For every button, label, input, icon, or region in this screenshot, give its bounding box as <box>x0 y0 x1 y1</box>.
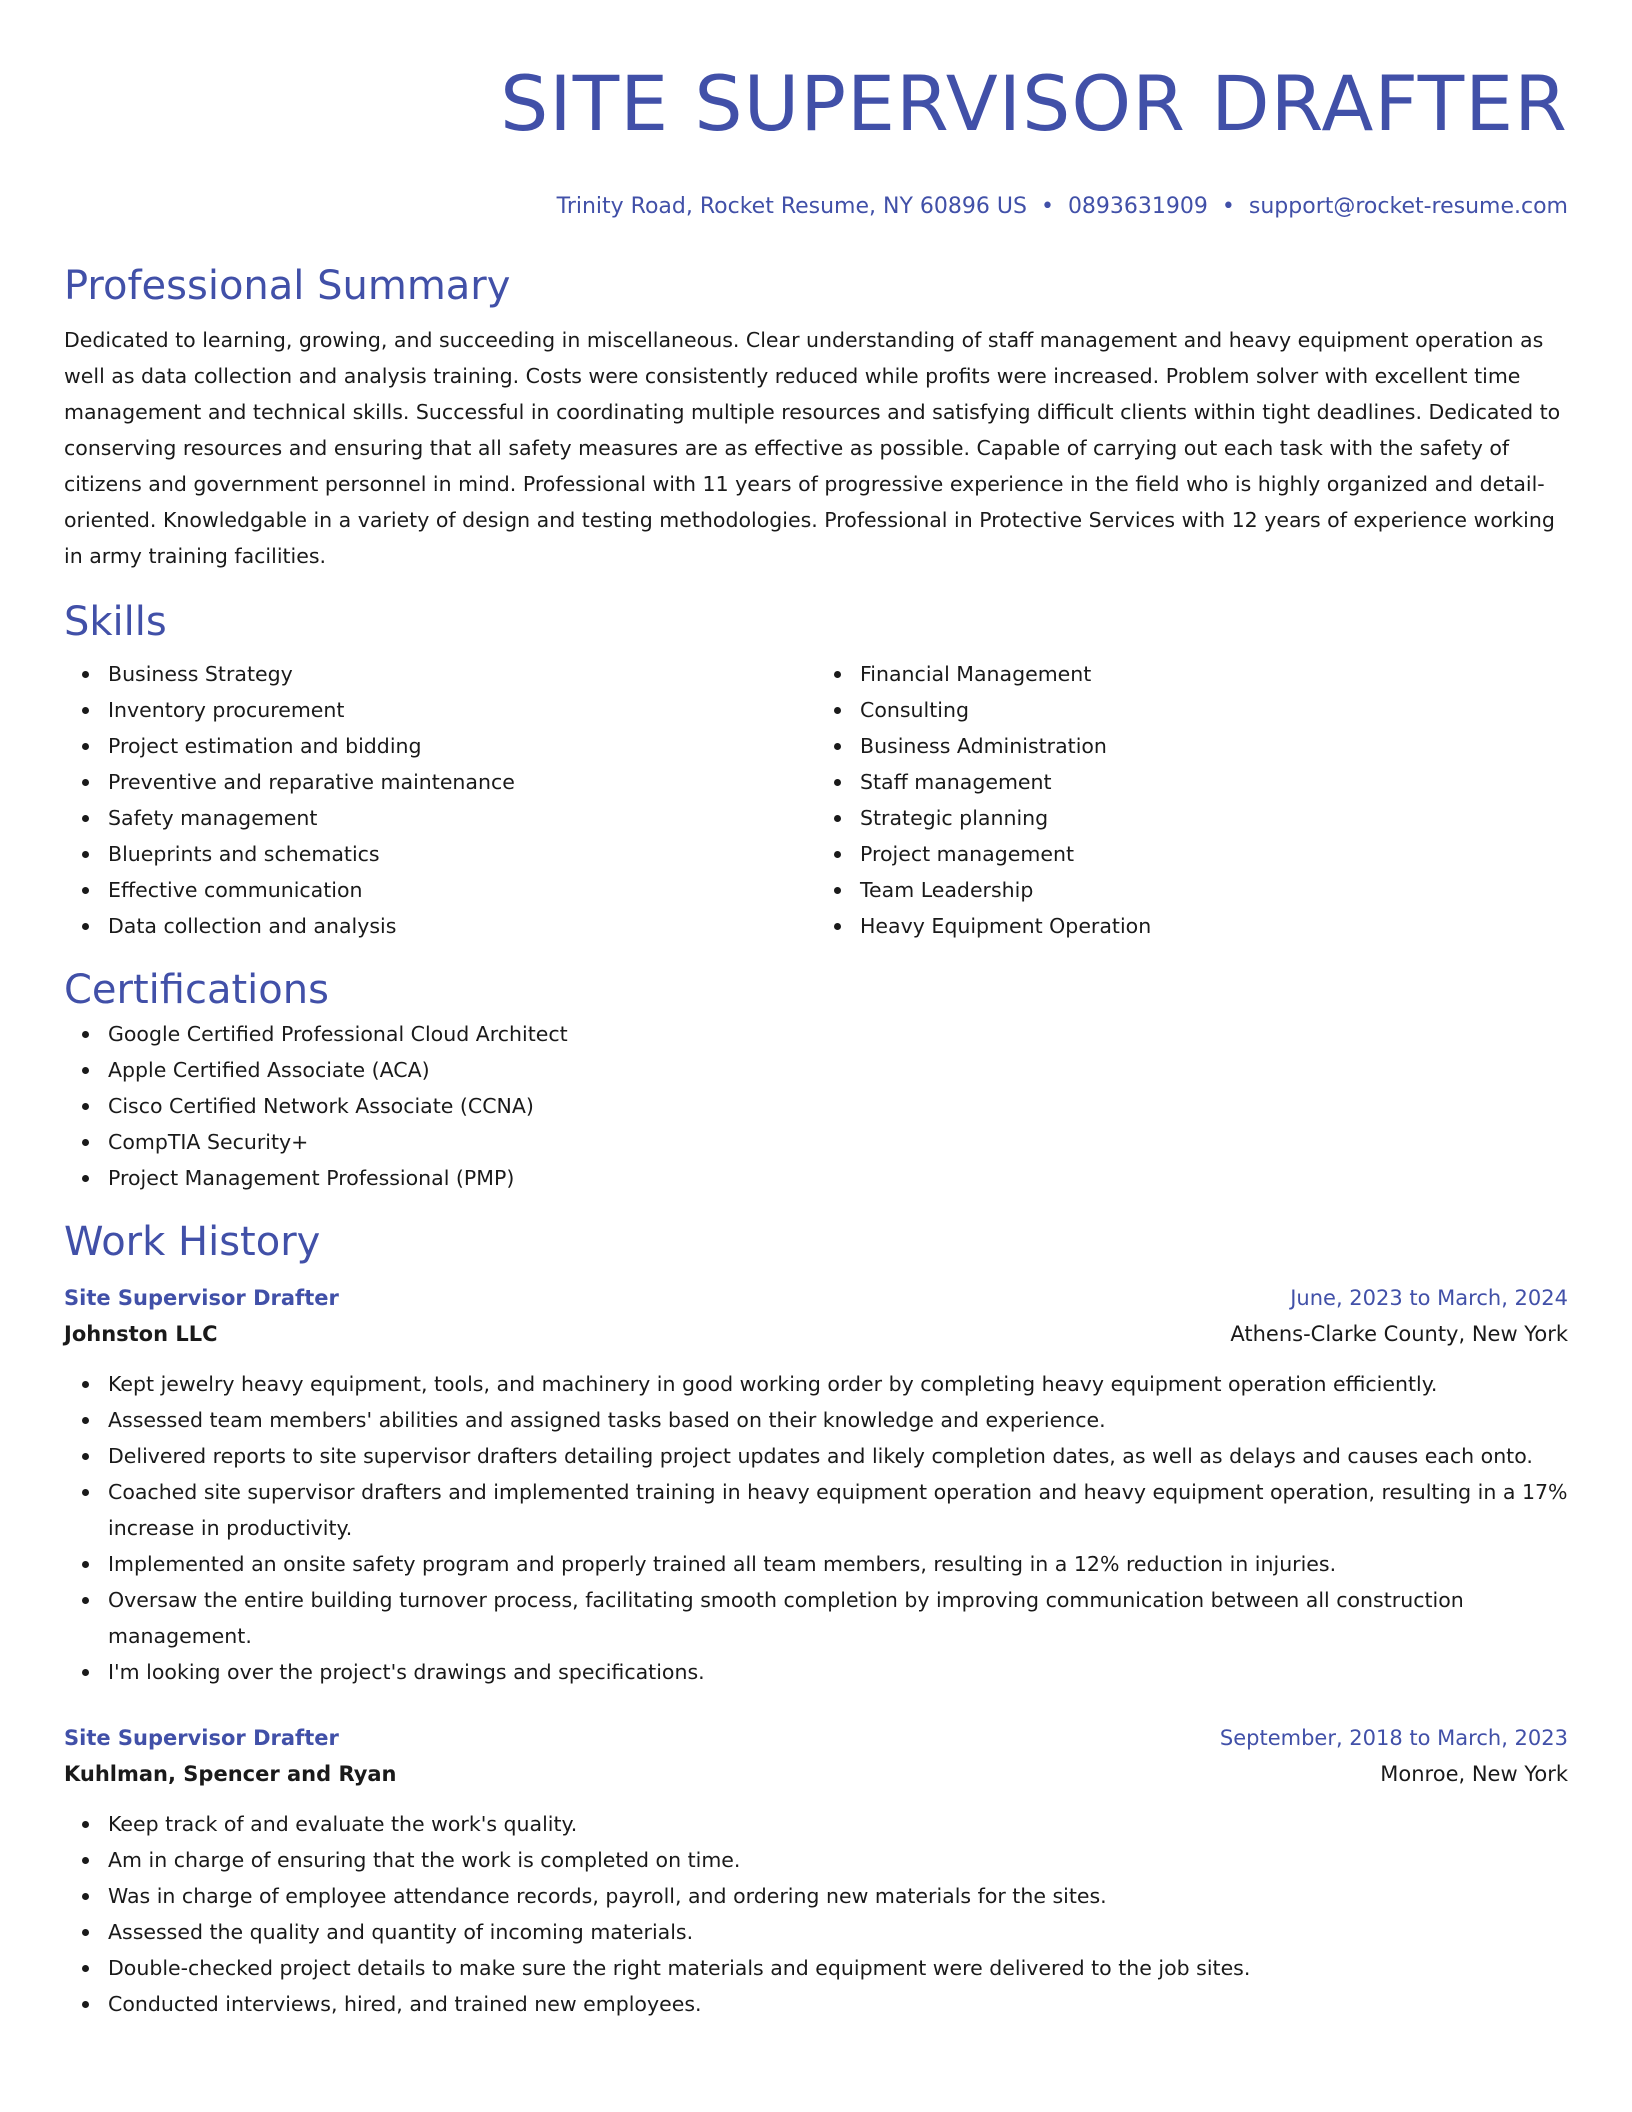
skill-item: Staff management <box>860 764 1568 800</box>
job-bullet: Coached site supervisor drafters and implemented training in heavy equipment operation and heavy equipment operation, resulting in a 17% increase in productivity. <box>108 1474 1568 1546</box>
skill-item: Strategic planning <box>860 800 1568 836</box>
job-title: Site Supervisor Drafter <box>64 1726 339 1750</box>
certification-item: Cisco Certified Network Associate (CCNA) <box>108 1088 1568 1124</box>
job-company-row <box>64 1316 1568 1352</box>
job-location: Monroe, New York <box>1380 1762 1568 1786</box>
job-bullet: I'm looking over the project's drawings and specifications. <box>108 1654 1568 1690</box>
skill-item: Team Leadership <box>860 872 1568 908</box>
skill-item: Effective communication <box>108 872 816 908</box>
job-company: Kuhlman, Spencer and Ryan <box>64 1762 397 1786</box>
skills-columns <box>64 656 1568 944</box>
job-dates: June, 2023 to March, 2024 <box>1290 1286 1568 1310</box>
skill-item: Financial Management <box>860 656 1568 692</box>
job-bullet: Kept jewelry heavy equipment, tools, and machinery in good working order by completing heavy equipment operation efficiently. <box>108 1366 1568 1402</box>
contact-separator: • <box>1221 194 1235 219</box>
skill-item: Preventive and reparative maintenance <box>108 764 816 800</box>
job-bullet: Double-checked project details to make sure the right materials and equipment were delivered to the job sites. <box>108 1950 1568 1986</box>
certification-item: CompTIA Security+ <box>108 1124 1568 1160</box>
job-entry <box>64 1720 1568 2022</box>
skills-list-left <box>64 656 816 944</box>
job-bullets <box>64 1806 1568 2022</box>
skill-item: Inventory procurement <box>108 692 816 728</box>
job-bullet: Was in charge of employee attendance records, payroll, and ordering new materials for the sites. <box>108 1878 1568 1914</box>
skill-item: Project management <box>860 836 1568 872</box>
job-dates: September, 2018 to March, 2023 <box>1219 1726 1568 1750</box>
job-bullet: Oversaw the entire building turnover process, facilitating smooth completion by improving communication between all construction management. <box>108 1582 1568 1654</box>
job-bullet: Assessed team members' abilities and assigned tasks based on their knowledge and experience. <box>108 1402 1568 1438</box>
section-title-certifications: Certifications <box>64 967 329 1013</box>
job-bullet: Assessed the quality and quantity of incoming materials. <box>108 1914 1568 1950</box>
skill-item: Safety management <box>108 800 816 836</box>
section-title-work-history: Work History <box>64 1219 321 1265</box>
job-entry <box>64 1280 1568 1690</box>
certifications-list <box>64 1016 1568 1196</box>
skill-item: Data collection and analysis <box>108 908 816 944</box>
contact-phone: 0893631909 <box>1067 194 1208 219</box>
job-bullets <box>64 1366 1568 1690</box>
job-bullet: Implemented an onsite safety program and properly trained all team members, resulting in a 12% reduction in injuries. <box>108 1546 1568 1582</box>
job-location: Athens-Clarke County, New York <box>1230 1322 1568 1346</box>
contact-address: Trinity Road, Rocket Resume, NY 60896 US <box>556 194 1027 219</box>
certification-item: Google Certified Professional Cloud Architect <box>108 1016 1568 1052</box>
skill-item: Business Strategy <box>108 656 816 692</box>
section-title-skills: Skills <box>64 599 167 645</box>
job-bullet: Keep track of and evaluate the work's quality. <box>108 1806 1568 1842</box>
job-company-row <box>64 1756 1568 1792</box>
section-title-summary: Professional Summary <box>64 263 511 309</box>
skill-item: Heavy Equipment Operation <box>860 908 1568 944</box>
job-bullet: Delivered reports to site supervisor drafters detailing project updates and likely completion dates, as well as delays and causes each onto. <box>108 1438 1568 1474</box>
skill-item: Business Administration <box>860 728 1568 764</box>
contact-separator: • <box>1040 194 1054 219</box>
certification-item: Project Management Professional (PMP) <box>108 1160 1568 1196</box>
job-bullet: Conducted interviews, hired, and trained new employees. <box>108 1986 1568 2022</box>
skill-item: Blueprints and schematics <box>108 836 816 872</box>
job-title: Site Supervisor Drafter <box>64 1286 339 1310</box>
summary-text: Dedicated to learning, growing, and succeeding in miscellaneous. Clear understanding of staff management and heavy equipment operation as well as data collection and analysis training. Costs were consistently reduced while profits were increased. Problem solver with excellent time management and technical skills. Successful in coordinating multiple resources and satisfying difficult clients within tight deadlines. Dedicated to conserving resources and ensuring that all safety measures are as effective as possible. Capable of carrying out each task with the safety of citizens and government personnel in mind. Professional with 11 years of progressive experience in the field who is highly organized and detail-oriented. Knowledgable in a variety of design and testing methodologies. Professional in Protective Services with 12 years of experience working in army training facilities. <box>64 328 1561 568</box>
contact-email[interactable]: support@rocket-resume.com <box>1248 194 1568 219</box>
job-bullet: Am in charge of ensuring that the work is completed on time. <box>108 1842 1568 1878</box>
skill-item: Consulting <box>860 692 1568 728</box>
skill-item: Project estimation and bidding <box>108 728 816 764</box>
job-header-row <box>64 1280 1568 1316</box>
job-company: Johnston LLC <box>64 1322 218 1346</box>
certification-item: Apple Certified Associate (ACA) <box>108 1052 1568 1088</box>
resume-name: SITE SUPERVISOR DRAFTER <box>500 59 1568 148</box>
skills-list-right <box>816 656 1568 944</box>
contact-line <box>64 192 1568 222</box>
job-header-row <box>64 1720 1568 1756</box>
